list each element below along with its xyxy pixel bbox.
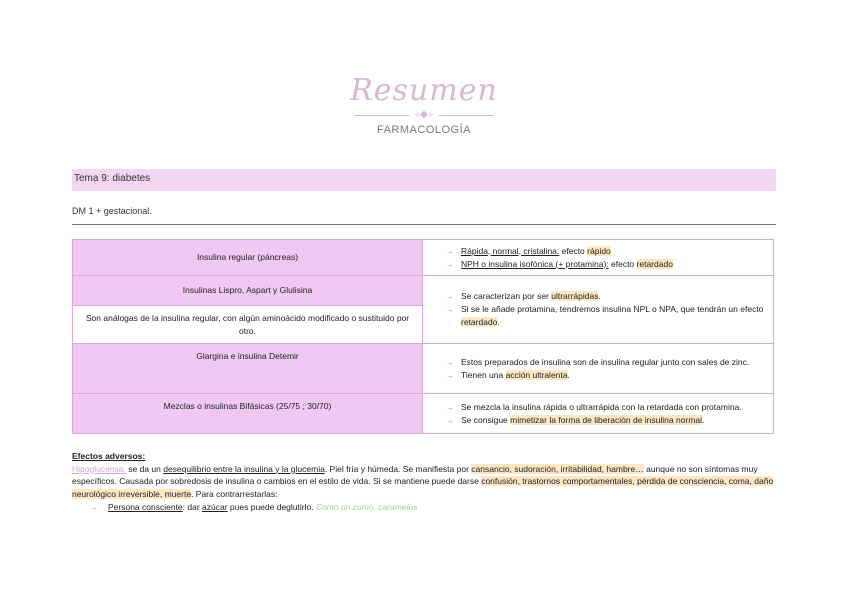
topic-heading: Tema 9: diabetes <box>72 169 776 191</box>
table-row <box>73 276 774 306</box>
arrow-icon: → <box>445 258 454 269</box>
table-row <box>73 344 774 394</box>
list-item: → Tienen una acción ultralenta. <box>445 369 570 380</box>
insulin-description-cell <box>423 276 774 344</box>
table-row <box>73 240 774 276</box>
list-item: → NPH o insulina isofónica (+ protamina): efecto retardado <box>445 258 673 269</box>
list-item: → Persona consciente: dar azúcar pues puede deglutirlo. Como un zumo, caramelos <box>90 502 418 512</box>
ornament-line-left <box>354 115 409 116</box>
insulin-table <box>72 239 774 434</box>
adverse-effects-heading: Efectos adversos: <box>72 451 146 461</box>
list-item: → Se mezcla la insulina rápida o ultrarrápida con la retardada con protamina. <box>445 401 742 412</box>
insulin-description-cell <box>423 394 774 434</box>
list-item: → Se caracterizan por ser ultrarrápidas. <box>445 291 601 301</box>
list-item: → Rápida, normal, cristalina: efecto rápido <box>445 245 611 256</box>
arrow-icon: → <box>445 369 454 380</box>
insulin-type-cell: Glargina e insulina Detemir <box>73 344 423 394</box>
arrow-icon: → <box>445 401 454 412</box>
insulin-description-cell <box>423 240 774 276</box>
ornament-center: ⟡◆⟡ <box>414 110 434 119</box>
list-item: → Se consigue mimetizar la forma de liberación de insulina normal. <box>445 414 705 425</box>
hypoglycemia-paragraph: Hipoglucemia: se da un desequilibrio entre la insulina y la glucemia. Piel fría y húmeda. Se manifiesta por cansancio, sudoración, irritabilidad, hambre… aunque no son síntomas muy específicos. Causada por sobredosis de insulina o cambios en el estilo de vida. Si se mantiene puede darse confusión, trastornos comportamentales, pérdida de consciencia, coma, daño neurológico irreversible, muerte. Para contrarrestarlas: <box>72 463 774 499</box>
section-divider <box>72 224 776 225</box>
page-subtitle: FARMACOLOGÍA <box>376 124 472 136</box>
title-ornament <box>354 110 494 120</box>
list-item: → Estos preparados de insulina son de insulina regular junto con sales de zinc. <box>445 356 750 367</box>
adverse-effects-section <box>72 450 792 514</box>
insulin-description-cell <box>423 344 774 394</box>
insulin-analog-note: Son análogas de la insulina regular, con algún aminoácido modificado o sustituido por otro. <box>73 306 423 344</box>
ornament-line-right <box>439 115 494 116</box>
arrow-icon: → <box>445 304 454 314</box>
hypoglycemia-term: Hipoglucemia: <box>72 463 126 474</box>
insulin-type-cell: Mezclas o insulinas Bifásicas (25/75 ; 30/70) <box>73 394 423 434</box>
list-item: → Si se le añade protamina, tendremos insulina NPL o NPA, que tendrán un efecto retardado. <box>445 304 764 327</box>
diabetes-type-line: DM 1 + gestacional. <box>72 206 152 216</box>
arrow-icon: → <box>445 356 454 367</box>
insulin-type-cell: Insulina regular (páncreas) <box>73 240 423 276</box>
insulin-type-cell: Insulinas Lispro, Aspart y Glulisina <box>73 276 423 306</box>
page-title: Resumen <box>350 73 498 108</box>
arrow-icon: → <box>445 414 454 425</box>
arrow-icon: → <box>90 502 99 512</box>
table-row <box>73 394 774 434</box>
title-block <box>0 74 848 136</box>
arrow-icon: → <box>445 291 454 301</box>
arrow-icon: → <box>445 245 454 256</box>
